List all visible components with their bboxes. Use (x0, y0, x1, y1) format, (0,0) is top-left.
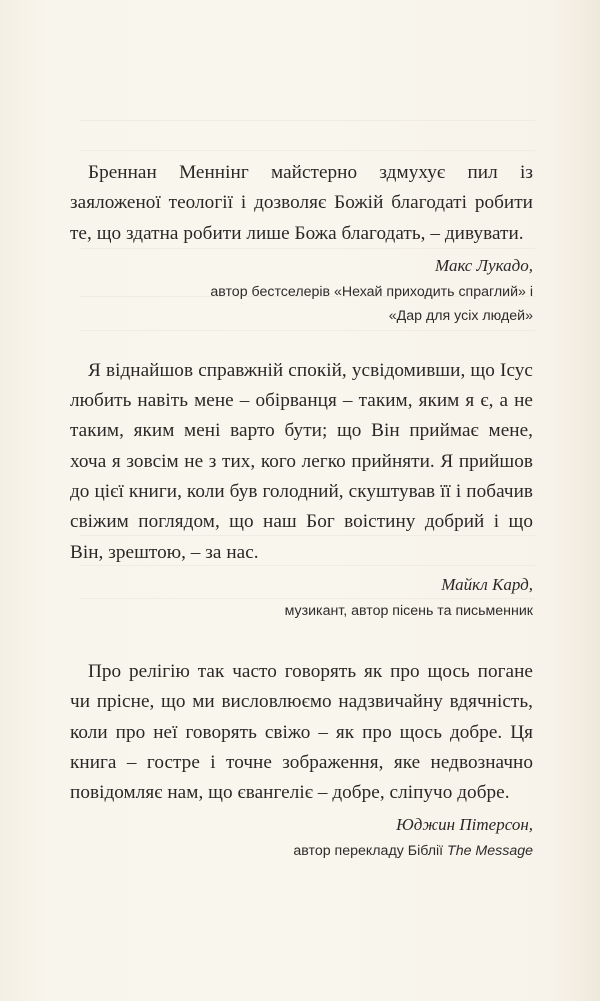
endorsement-author: Майкл Кард, (441, 574, 533, 594)
endorsement-2 (70, 356, 533, 623)
translation-title: The Message (447, 843, 533, 860)
endorsement-role: «Дар для усіх людей» (388, 307, 533, 324)
endorsement-attribution (70, 570, 533, 623)
endorsement-role (70, 839, 533, 863)
endorsement-author: Юджин Пітерсон, (396, 815, 533, 835)
endorsement-quote: Я віднайшов справжній спокій, усвідомивши, що Ісус любить навіть мене – обірванця – таким, яким я є, а не таким, яким мені варто бути; що Він приймає мене, хоча я зовсім не з тих, кого легко прийняти. Я прийшов до цієї книги, коли був голодний, скуштував її і побачив свіжим поглядом, що наш Бог воістину добрий і що Він, зрештою, – за нас. (70, 359, 533, 563)
endorsement-attribution (70, 810, 533, 863)
endorsement-quote: Бреннан Меннінг майстерно здмухує пил із заяложеної теології і дозволяє Божій благодаті робити те, що здатна робити лише Божа благодать, – дивувати. (70, 162, 533, 244)
endorsement-quote: Про релігію так часто говорять як про щось погане чи прісне, що ми висловлюємо надзвичайну вдячність, коли про неї говорять свіжо – як про щось добре. Ця книга – гостре і точне зображення, яке недвозначно повідомляє нам, що євангеліє – добре, сліпучо добре. (70, 660, 533, 804)
endorsement-attribution (70, 251, 533, 328)
endorsement-3 (70, 657, 533, 863)
role-text: автор перекладу Біблії (293, 843, 448, 860)
endorsement-role: музикант, автор пісень та письменник (284, 602, 533, 619)
endorsement-role: автор бестселерів «Нехай приходить спраглий» і (210, 283, 533, 300)
endorsement-author: Макс Лукадо, (435, 255, 533, 275)
endorsements (70, 158, 533, 863)
endorsement-1 (70, 158, 533, 328)
